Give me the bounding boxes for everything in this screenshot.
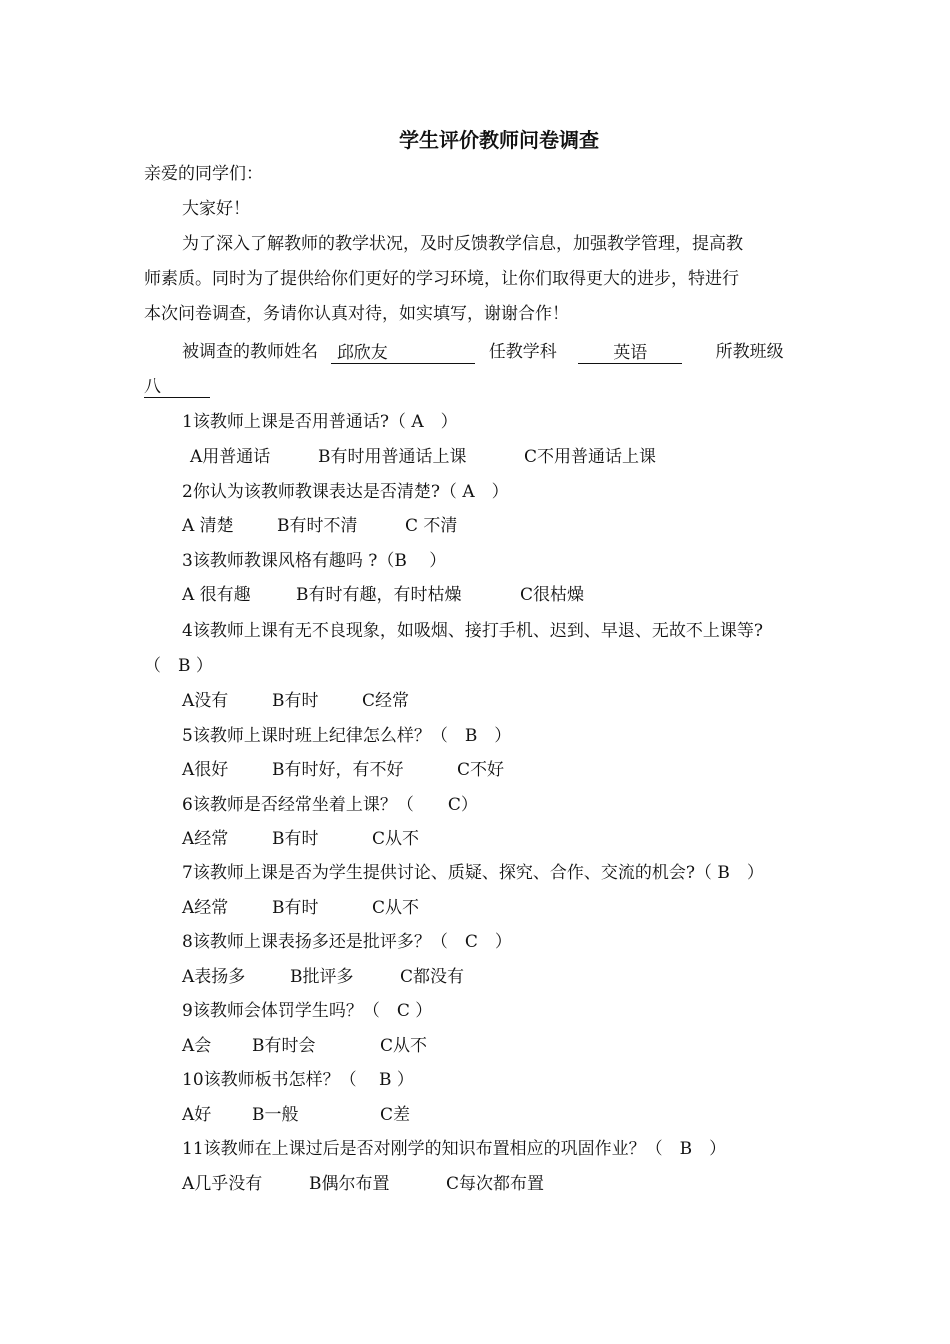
intro-line-2: 师素质。同时为了提供给你们更好的学习环境，让你们取得更大的进步，特进行 (144, 269, 739, 289)
question-9: 9该教师会体罚学生吗？（ C ） (182, 1001, 433, 1021)
intro-line-1: 为了深入了解教师的教学状况，及时反馈教学信息，加强教学管理，提高教 (182, 234, 743, 254)
option-c: C差 (380, 1105, 411, 1125)
question-10: 10该教师板书怎样？（ B ） (182, 1070, 414, 1090)
option-a: A几乎没有 (182, 1174, 263, 1194)
name-field (331, 341, 475, 364)
option-a: A 很有趣 (182, 585, 251, 605)
option-b: B批评多 (290, 967, 354, 987)
option-a: A经常 (182, 829, 229, 849)
option-c: C从不 (372, 898, 420, 918)
options-6 (182, 827, 419, 851)
options-9 (182, 1034, 427, 1058)
salutation: 亲爱的同学们： (144, 164, 263, 184)
option-b: B有时好，有不好 (272, 760, 404, 780)
options-8 (182, 965, 464, 989)
options-4 (182, 689, 409, 713)
option-c: C 不清 (405, 516, 458, 536)
option-a: A用普通话 (190, 447, 271, 467)
greeting: 大家好！ (182, 199, 250, 219)
option-c: C都没有 (400, 967, 465, 987)
question-8: 8该教师上课表扬多还是批评多？（ C ） (182, 932, 512, 952)
question-4: 4该教师上课有无不良现象，如吸烟、接打手机、迟到、早退、无故不上课等? (182, 621, 763, 641)
option-c: C从不 (372, 829, 420, 849)
option-b: B有时 (272, 691, 319, 711)
option-a: A表扬多 (182, 967, 246, 987)
options-10 (182, 1103, 410, 1127)
option-c: C不好 (457, 760, 505, 780)
option-a: A 清楚 (182, 516, 234, 536)
subject-value: 英语 (613, 343, 648, 363)
options-3 (182, 583, 584, 607)
question-3: 3该教师教课风格有趣吗 ?（B ） (182, 551, 447, 571)
option-a: A很好 (182, 760, 229, 780)
options-1 (190, 445, 656, 469)
option-a: A会 (182, 1036, 212, 1056)
option-b: B有时 (272, 898, 319, 918)
option-a: A没有 (182, 691, 229, 711)
option-c: C从不 (380, 1036, 428, 1056)
name-label: 被调查的教师姓名 (182, 342, 318, 362)
name-value: 邱欣友 (336, 343, 388, 363)
option-c: C每次都布置 (446, 1174, 545, 1194)
class-label: 所教班级 (715, 342, 784, 362)
option-b: B有时不清 (277, 516, 358, 536)
option-b: B有时会 (252, 1036, 316, 1056)
option-b: B有时 (272, 829, 319, 849)
document-title: 学生评价教师问卷调查 (399, 128, 599, 152)
option-a: A好 (182, 1105, 212, 1125)
option-b: B一般 (252, 1105, 299, 1125)
option-c: C经常 (362, 691, 410, 711)
subject-field (578, 341, 682, 364)
question-1: 1该教师上课是否用普通话?（ A ） (182, 412, 458, 432)
teacher-info-row (182, 340, 784, 364)
option-b: B偶尔布置 (309, 1174, 390, 1194)
intro-line-3: 本次问卷调查，务请你认真对待，如实填写，谢谢合作！ (144, 304, 569, 324)
question-5: 5该教师上课时班上纪律怎么样？（ B ） (182, 726, 512, 746)
option-a: A经常 (182, 898, 229, 918)
options-5 (182, 758, 504, 782)
options-11 (182, 1172, 544, 1196)
option-c: C不用普通话上课 (524, 447, 657, 467)
options-7 (182, 896, 419, 920)
class-field (144, 375, 210, 398)
options-2 (182, 514, 457, 538)
option-c: C很枯燥 (520, 585, 585, 605)
question-7: 7该教师上课是否为学生提供讨论、质疑、探究、合作、交流的机会?（ B ） (182, 863, 764, 883)
subject-label: 任教学科 (488, 342, 557, 362)
question-11: 11该教师在上课过后是否对刚学的知识布置相应的巩固作业？（ B ） (182, 1139, 727, 1159)
option-b: B有时用普通话上课 (318, 447, 467, 467)
question-6: 6该教师是否经常坐着上课？（ C） (182, 795, 478, 815)
class-value: 八 (144, 377, 161, 397)
class-field-row (144, 374, 210, 398)
option-b: B有时有趣，有时枯燥 (296, 585, 462, 605)
question-4-answer: （ B ） (144, 656, 213, 676)
question-2: 2你认为该教师教课表达是否清楚?（ A ） (182, 482, 509, 502)
